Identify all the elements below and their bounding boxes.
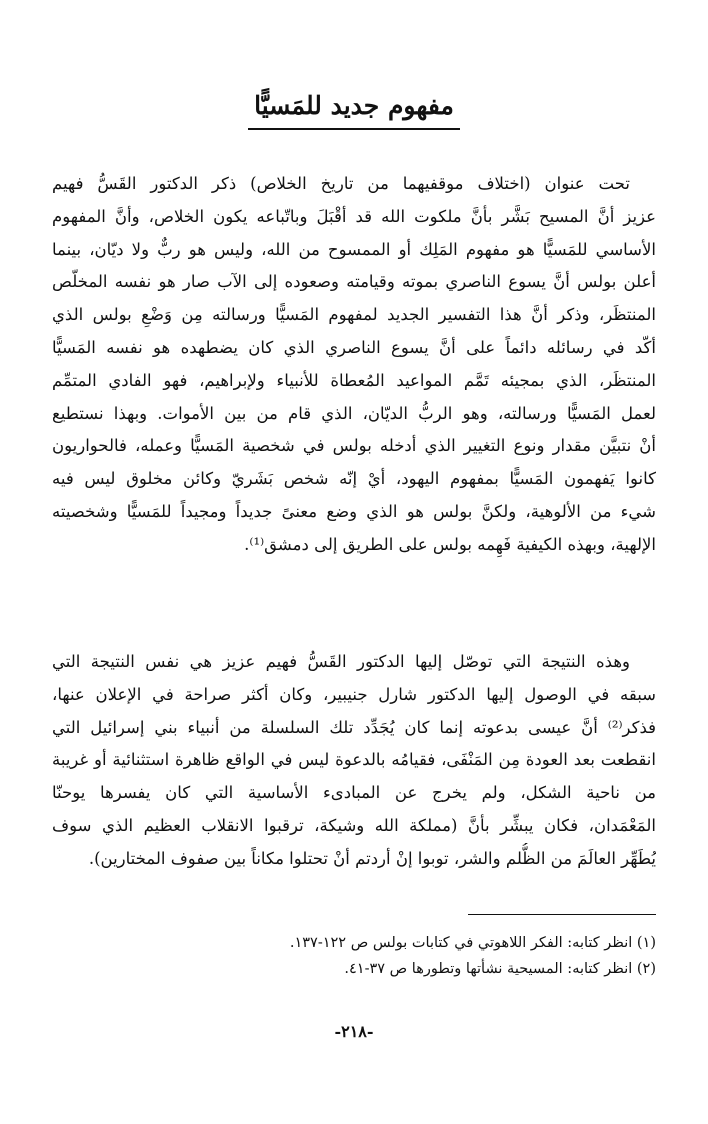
text-line: فذكر⁽²⁾ أنَّ عيسى بدعوته إنما كان يُجَدِّد تلك السلسلة من أنبياء بني إسرائيل التي bbox=[52, 717, 656, 737]
page-number: -٢١٨- bbox=[334, 1022, 374, 1041]
page-title bbox=[0, 88, 708, 130]
text-line: تحت عنوان (اختلاف موقفيهما من تاريخ الخلاص) ذكر الدكتور القَسُّ فهيم bbox=[52, 174, 630, 193]
text-line: عزيز أنَّ المسيح بَشَّر بأنَّ ملكوت الله قد أقْبَلَ وباتّباعه يكون الخلاص، وأنَّ المفهوم bbox=[52, 206, 656, 226]
page-title-text: مفهوم جديد للمَسيًّا bbox=[248, 88, 460, 130]
paragraph-2 bbox=[52, 646, 656, 876]
paragraph-1 bbox=[52, 168, 656, 562]
footnote-1: (١) انظر كتابه: الفكر اللاهوتي في كتابات بولس ص ١٢٢-١٣٧. bbox=[289, 935, 656, 951]
footnote-2: (٢) انظر كتابه: المسيحية نشأتها وتطورها ص ٣٧-٤١. bbox=[344, 961, 656, 977]
footnotes bbox=[52, 930, 656, 982]
text-line: المنتظَر، الذي بمجيئه تَمَّم المواعيد المُعطاة للأنبياء ولإبراهيم، فهو الفادي المتمِّم bbox=[52, 370, 656, 390]
text-line: الإلهية، وبهذه الكيفية فَهِمه بولس على الطريق إلى دمشق⁽¹⁾. bbox=[244, 534, 656, 554]
text-line: من ناحية الشكل، ولم يخرج عن المبادىء الأساسية التي كان يفسرها يوحنّا bbox=[52, 783, 656, 803]
text-line: لعمل المَسيًّا ورسالته، وهو الربُّ الديّان، الذي قام من بين الأموات. وبهذا نستطيع bbox=[52, 403, 656, 423]
text-line: أنْ نتبيَّن مقدار ونوع التغيير الذي أدخله بولس في شخصية المَسيًّا وعمله، فالحواريون bbox=[52, 436, 656, 456]
text-line: يُطَهِّر العالَمَ من الظُّلم والشر، توبوا إنْ أردتم أنْ تحتلوا مكاناً بين صفوف المختارين). bbox=[88, 848, 656, 868]
text-line: كانوا يَفهمون المَسيًّا بمفهوم اليهود، أيْ إنّه شخص بَشَريّ وكائن مخلوق ليس فيه bbox=[52, 469, 656, 489]
text-line: سبقه في الوصول إليها الدكتور شارل جنيبير، وكان أكثر صراحة في الإعلان عنها، bbox=[52, 684, 656, 704]
text-line: الأساسي للمَسيًّا هو مفهوم المَلِك أو الممسوح من الله، وليس هو ربٌّ ولا ديّان، بينما bbox=[52, 239, 656, 259]
text-line: المَعْمَدان، فكان يبشِّر بأنَّ (مملكة الله وشيكة، ترقبوا الانقلاب العظيم الذي سوف bbox=[52, 815, 656, 835]
text-line: شيء من الألوهية، ولكنَّ بولس هو الذي وضع معنىً جديداً ومجيداً للمَسيًّا وشخصيته bbox=[52, 501, 656, 521]
text-line: أكّد في رسائله دائماً على أنَّ يسوع الناصري الذي كان يضطهده هو نفسه المَسيًّا bbox=[52, 337, 656, 357]
footnote-divider bbox=[468, 914, 656, 915]
text-line: أعلن بولس أنَّ يسوع الناصري بموته وقيامته وصعوده إلى الآب صار هو نفسه المخلّص bbox=[52, 272, 656, 292]
text-line: انقطعت بعد العودة مِن المَنْفَى، فقيامُه بالدعوة ليس في الواقع ظاهرة استثنائية أو غريبة bbox=[52, 750, 656, 770]
text-line: وهذه النتيجة التي توصّل إليها الدكتور القَسُّ فهيم عزيز هي نفس النتيجة التي bbox=[52, 652, 630, 671]
text-line: المنتظَر، وذكر أنَّ هذا التفسير الجديد لمفهوم المَسيًّا ورسالته مِن وَضْعِ بولس الذي bbox=[52, 305, 656, 325]
